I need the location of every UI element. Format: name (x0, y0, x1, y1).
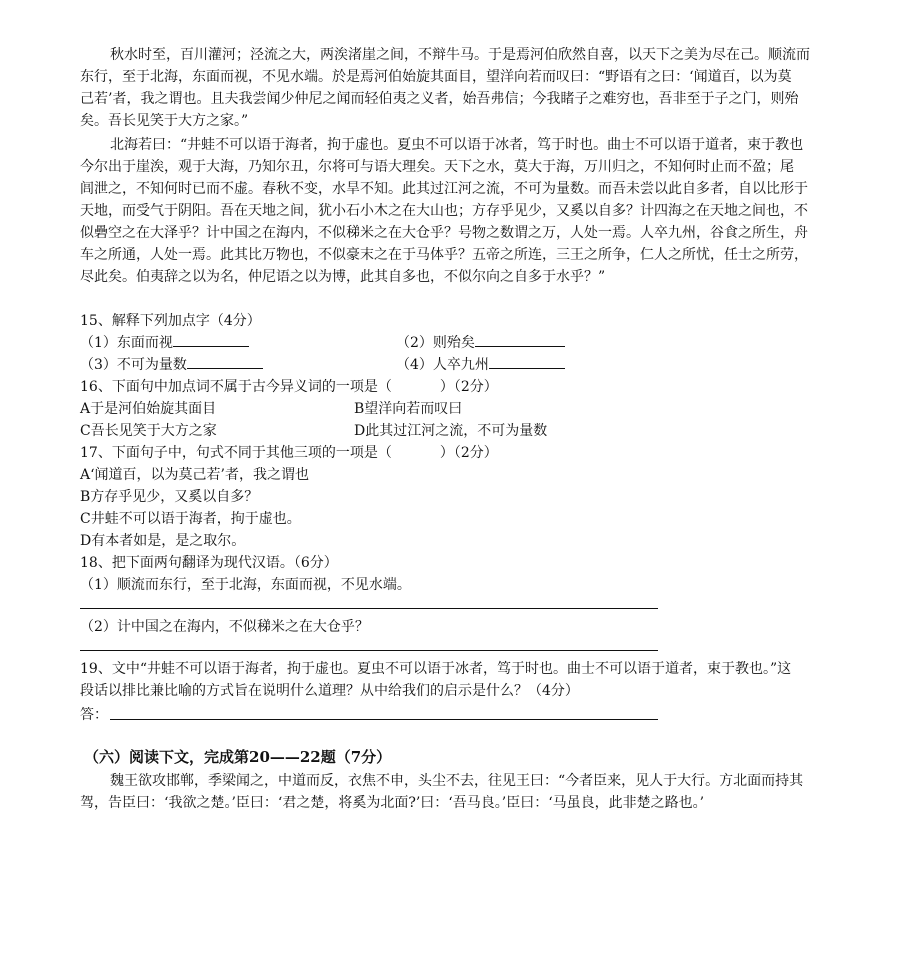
passage-p1-line-2: 东行，至于北海，东面而视，不见水端。於是焉河伯始旋其面目，望洋向若而叹曰：“野语有之曰：‘闻道百，以为莫 (80, 69, 792, 85)
q15-item-2-text: （2）则殆矣 (396, 335, 475, 351)
passage-p1-line-3: 己若’者，我之谓也。且夫我尝闻少仲尼之闻而轻伯夷之义者，始吾弗信；今我睹子之难穷也，吾非至于子之门，则殆 (80, 91, 799, 107)
q19-line-1: 19、文中“井蛙不可以语于海者，拘于虚也。夏虫不可以语于冰者，笃于时也。曲士不可以语于道者，束于教也。”这 (80, 661, 792, 677)
section6-line-1: 魏王欲攻邯郸，季梁闻之，中道而反，衣焦不申，头尘不去，往见王曰：“今者臣来，见人于大行。方北面而持其 (110, 773, 804, 789)
q16-option-b: B望洋向若而叹曰 (354, 401, 463, 417)
q16-option-a: A于是河伯始旋其面目 (80, 401, 217, 417)
passage-p2-line-1: 北海若曰：“井蛙不可以语于海者，拘于虚也。夏虫不可以语于冰者，笃于时也。曲士不可以语于道者，束于教也 (110, 137, 804, 153)
q16-score: ）（2分） (439, 379, 498, 395)
q17-option-d: D有本者如是，是之取尔。 (80, 533, 246, 549)
q19-answer-label: 答： (80, 707, 108, 723)
q19-answer-line[interactable] (110, 719, 658, 720)
q15-item-1-blank[interactable] (173, 332, 249, 347)
passage-p1-line-1: 秋水时至，百川灌河；泾流之大，两涘渚崖之间，不辩牛马。于是焉河伯欣然自喜，以天下之美为尽在己。顺流而 (110, 47, 810, 63)
q17-option-a: A‘闻道百，以为莫己若’者，我之谓也 (80, 467, 310, 483)
q18-item-1: （1）顺流而东行，至于北海，东面而视，不见水端。 (80, 577, 411, 593)
q18-item-2: （2）计中国之在海内，不似稊米之在大仓乎？ (80, 619, 369, 635)
q17-option-b: B方存乎见少，又奚以自多？ (80, 489, 259, 505)
q16-option-c: C吾长见笑于大方之家 (80, 423, 217, 439)
q15-item-1 (80, 332, 249, 354)
q17-title (80, 442, 498, 464)
passage-p2-line-3: 闾泄之，不知何时已而不虚。春秋不变，水旱不知。此其过江河之流，不可为量数。而吾未尝以此自多者，自以比形于 (80, 181, 808, 197)
q18-title: 18、把下面两句翻译为现代汉语。（6分） (80, 555, 338, 571)
q15-item-4-blank[interactable] (489, 354, 565, 369)
q15-item-3-text: （3）不可为量数 (80, 357, 187, 373)
q17-score: ）（2分） (439, 445, 498, 461)
q15-item-4-text: （4）人卒九州 (396, 357, 489, 373)
q15-item-2-blank[interactable] (475, 332, 565, 347)
section6-line-2: 驾，告臣曰：‘我欲之楚。’臣曰：‘君之楚，将奚为北面?’曰：‘吾马良。’臣曰：‘马虽良，此非楚之路也。’ (80, 795, 705, 811)
passage-p2-line-4: 天地，而受气于阴阳。吾在天地之间，犹小石小木之在大山也；方存乎见少，又奚以自多？计四海之在天地之间也，不 (80, 203, 808, 219)
passage-p2-line-6: 车之所通，人处一焉。此其比万物也，不似豪末之在于马体乎？五帝之所连，三王之所争，仁人之所忧，任士之所劳， (80, 247, 808, 263)
q15-item-2 (396, 332, 565, 354)
passage-p2-line-5: 似礨空之在大泽乎？计中国之在海内，不似稊米之在大仓乎？号物之数谓之万，人处一焉。人卒九州，谷食之所生，舟 (80, 225, 808, 241)
q15-item-3-blank[interactable] (187, 354, 263, 369)
passage-p2-line-7: 尽此矣。伯夷辞之以为名，仲尼语之以为博，此其自多也，不似尔向之自多于水乎？” (80, 269, 606, 285)
q16-title (80, 376, 498, 398)
q15-item-4 (396, 354, 565, 376)
q18-item-1-answer-line[interactable] (80, 608, 658, 609)
q15-title: 15、解释下列加点字（4分） (80, 313, 261, 329)
section6-title: （六）阅读下文，完成第20——22题（7分） (84, 748, 392, 766)
passage-p2-line-2: 今尔出于崖涘，观于大海，乃知尔丑，尔将可与语大理矣。天下之水，莫大于海，万川归之，不知何时止而不盈；尾 (80, 159, 794, 175)
q15-item-3 (80, 354, 263, 376)
q17-title-text: 17、下面句子中，句式不同于其他三项的一项是（ (80, 445, 392, 461)
q19-line-2: 段话以排比兼比喻的方式旨在说明什么道理？从中给我们的启示是什么？（4分） (80, 683, 579, 699)
q16-option-d: D此其过江河之流，不可为量数 (354, 423, 548, 439)
q17-option-c: C井蛙不可以语于海者，拘于虚也。 (80, 511, 301, 527)
q16-title-text: 16、下面句中加点词不属于古今异义词的一项是（ (80, 379, 392, 395)
q18-item-2-answer-line[interactable] (80, 650, 658, 651)
passage-p1-line-4: 矣。吾长见笑于大方之家。” (80, 113, 249, 129)
q15-item-1-text: （1）东面而视 (80, 335, 173, 351)
